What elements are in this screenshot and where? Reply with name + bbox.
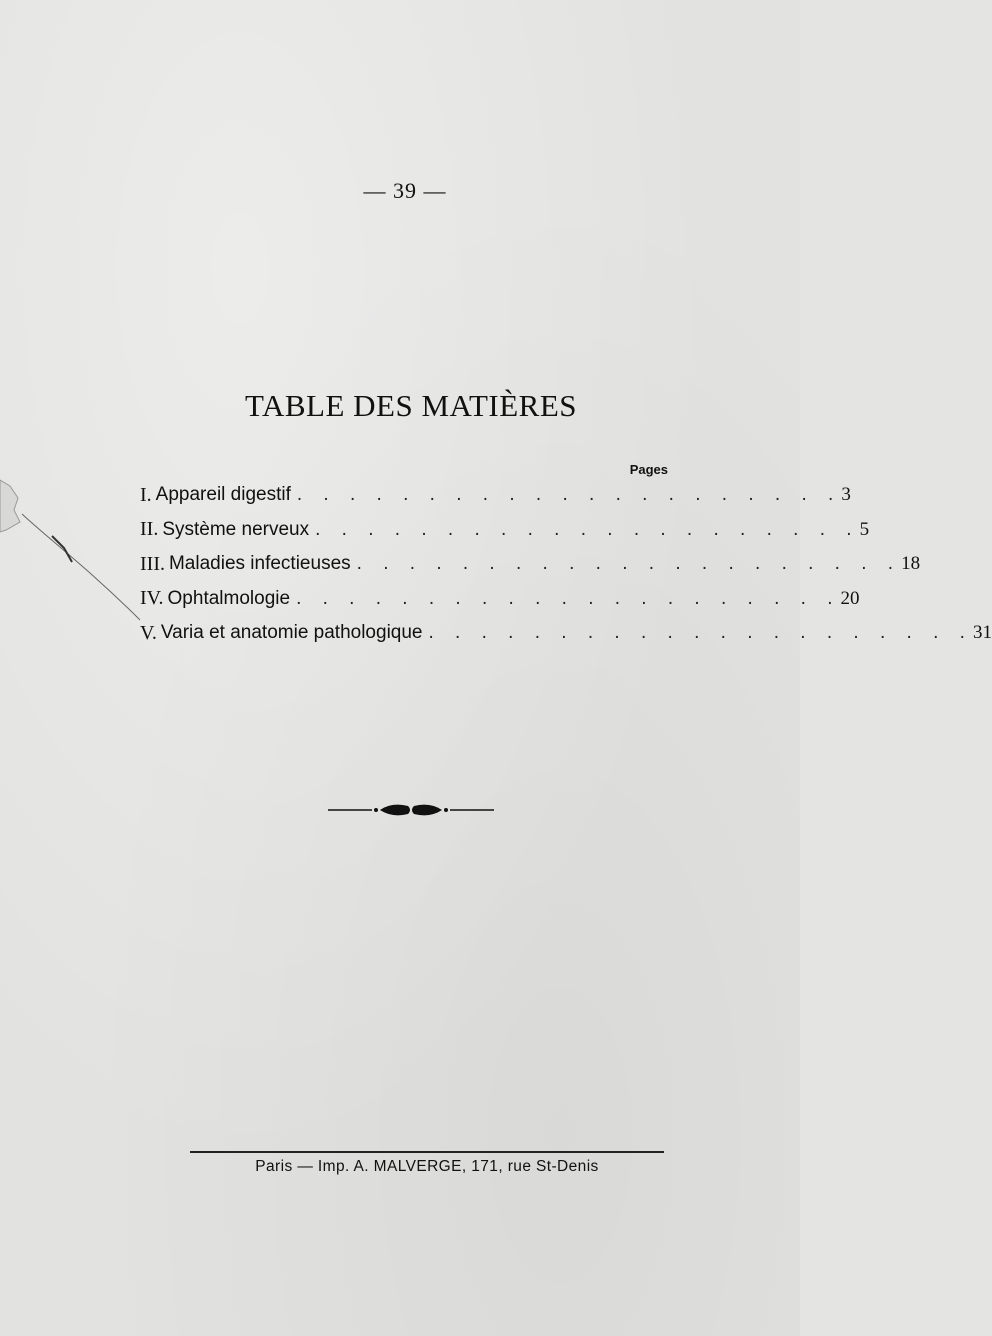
toc-entry-page: 20: [840, 587, 860, 609]
toc-entry-1: [140, 478, 851, 513]
printer-imprint: Paris — Imp. A. MALVERGE, 171, rue St-Denis: [255, 1158, 599, 1175]
pages-column-label: Pages: [629, 462, 668, 477]
table-of-contents: [140, 478, 992, 651]
toc-entry-page: 18: [901, 553, 921, 575]
dot-leader: . . . . . . . . . . . . . . . . . . . . .: [296, 587, 841, 609]
toc-entry-label: Maladies infectieuses: [168, 553, 351, 575]
toc-entry-label: Ophtalmologie: [167, 587, 291, 609]
dot-leader: . . . . . . . . . . . . . . . . . . . . .: [315, 518, 860, 540]
toc-entry-3: [140, 547, 921, 582]
toc-entry-label: Système nerveux: [162, 518, 310, 540]
fleuron-divider-icon: [326, 796, 496, 824]
toc-entry-number: III.: [140, 552, 165, 575]
toc-entry-number: IV.: [140, 587, 164, 610]
toc-entry-2: [140, 513, 870, 548]
dot-leader: . . . . . . . . . . . . . . . . . . . . .: [428, 622, 973, 644]
torn-paper-edge: [0, 470, 150, 640]
toc-entry-page: 5: [859, 518, 870, 540]
toc-entry-number: V.: [140, 621, 157, 644]
page-number: — 39 —: [363, 178, 447, 203]
toc-entry-page: 31: [972, 622, 992, 644]
page-title: TABLE DES MATIÈRES: [244, 388, 578, 423]
toc-entry-label: Appareil digestif: [155, 484, 291, 506]
toc-entry-5: [140, 616, 992, 651]
toc-entry-number: II.: [140, 518, 159, 541]
toc-entry-page: 3: [841, 484, 851, 506]
dot-leader: . . . . . . . . . . . . . . . . . . . . .: [296, 484, 842, 506]
toc-entry-4: [140, 582, 860, 617]
toc-entry-number: I.: [140, 483, 152, 506]
dot-leader: . . . . . . . . . . . . . . . . . . . . .: [356, 553, 902, 575]
toc-entry-label: Varia et anatomie pathologique: [160, 622, 423, 644]
imprint-rule: [190, 1151, 664, 1153]
